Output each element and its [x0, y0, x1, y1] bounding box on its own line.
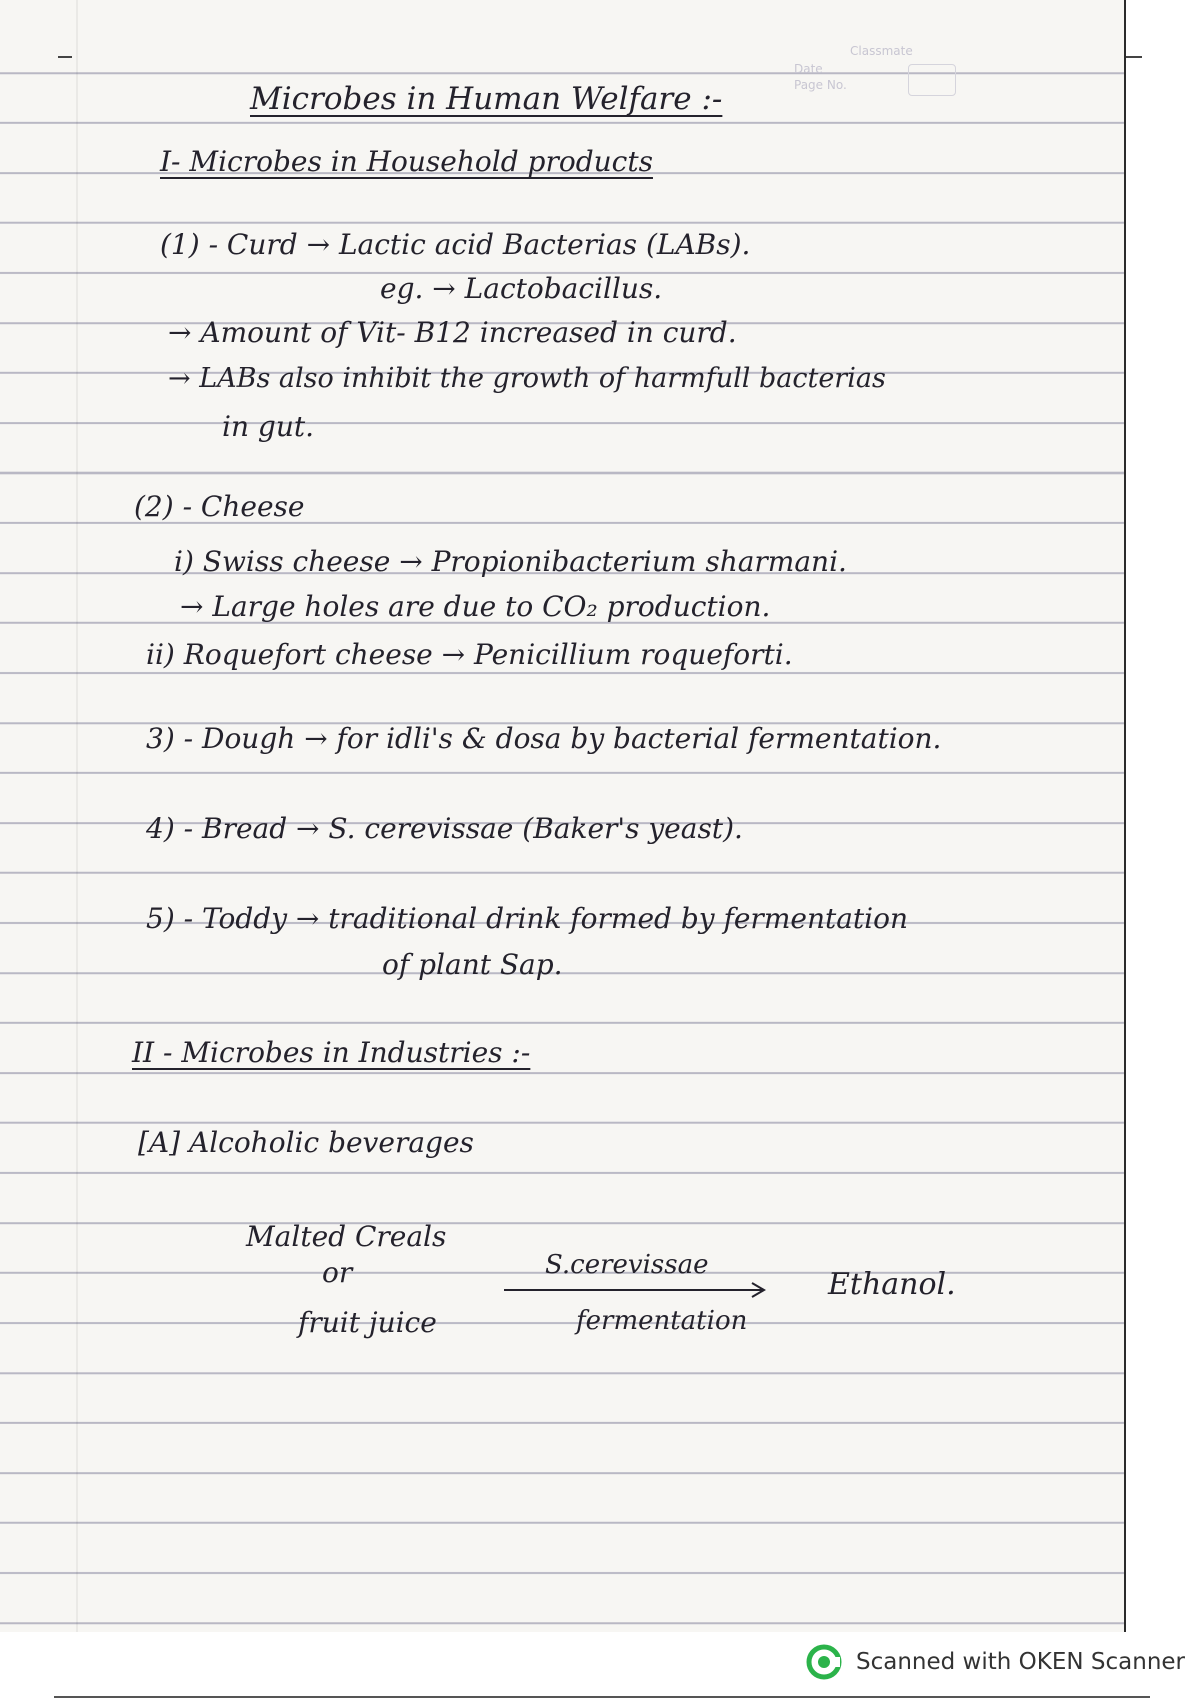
note-line-curd: (1) - Curd → Lactic acid Bacterias (LABs). [160, 228, 751, 261]
note-line-labs-inhibit: → LABs also inhibit the growth of harmfull bacterias [168, 363, 886, 394]
oken-scanner-logo-icon [806, 1644, 842, 1680]
note-line-vitamin: → Amount of Vit- B12 increased in curd. [168, 316, 737, 349]
reaction-arrow [502, 1280, 774, 1300]
note-line-toddy: 5) - Toddy → traditional drink formed by fermentation [146, 902, 909, 935]
note-line-swiss-cheese: i) Swiss cheese → Propionibacterium sharmani. [174, 545, 847, 578]
reactant-fruit-juice: fruit juice [298, 1306, 437, 1339]
stamp-box [908, 64, 956, 96]
section-heading-industries [132, 1036, 530, 1070]
margin-line [76, 0, 78, 1632]
process-label: fermentation [576, 1306, 748, 1336]
note-line-alcoholic-beverages: [A] Alcoholic beverages [138, 1126, 474, 1159]
section-heading-household [160, 145, 653, 179]
catalyst-label: S.cerevissae [545, 1250, 709, 1280]
reactant-malted-cereals: Malted Creals [246, 1220, 447, 1253]
note-line-cheese: (2) - Cheese [134, 490, 305, 523]
note-line-gut: in gut. [222, 410, 314, 443]
product-ethanol: Ethanol. [828, 1267, 956, 1302]
note-line-lactobacillus: eg. → Lactobacillus. [380, 272, 663, 305]
note-line-plant-sap: of plant Sap. [382, 948, 563, 981]
scanner-text: Scanned with OKEN Scanner [856, 1649, 1185, 1675]
stamp-page-label: Page No. [794, 78, 847, 92]
reactant-or: or [322, 1256, 353, 1289]
section-heading-household-text: I- Microbes in Household products [160, 145, 653, 178]
note-line-bread: 4) - Bread → S. cerevissae (Baker's yeast). [146, 812, 743, 845]
note-line-dough: 3) - Dough → for idli's & dosa by bacterial fermentation. [146, 722, 942, 755]
note-line-large-holes: → Large holes are due to CO₂ production. [180, 590, 771, 623]
note-line-roquefort: ii) Roquefort cheese → Penicillium roqueforti. [146, 638, 793, 671]
page-title: Microbes in Human Welfare :- [250, 81, 723, 117]
stamp-brand: Classmate [850, 44, 913, 58]
page-bottom-line [54, 1696, 1150, 1698]
edge-mark-right [1126, 56, 1142, 58]
edge-mark-left [58, 56, 72, 58]
notebook-stamp [790, 44, 980, 114]
scanner-watermark [806, 1642, 1185, 1682]
section-heading-industries-text: II - Microbes in Industries :- [132, 1036, 531, 1069]
stamp-date-label: Date [794, 62, 823, 76]
